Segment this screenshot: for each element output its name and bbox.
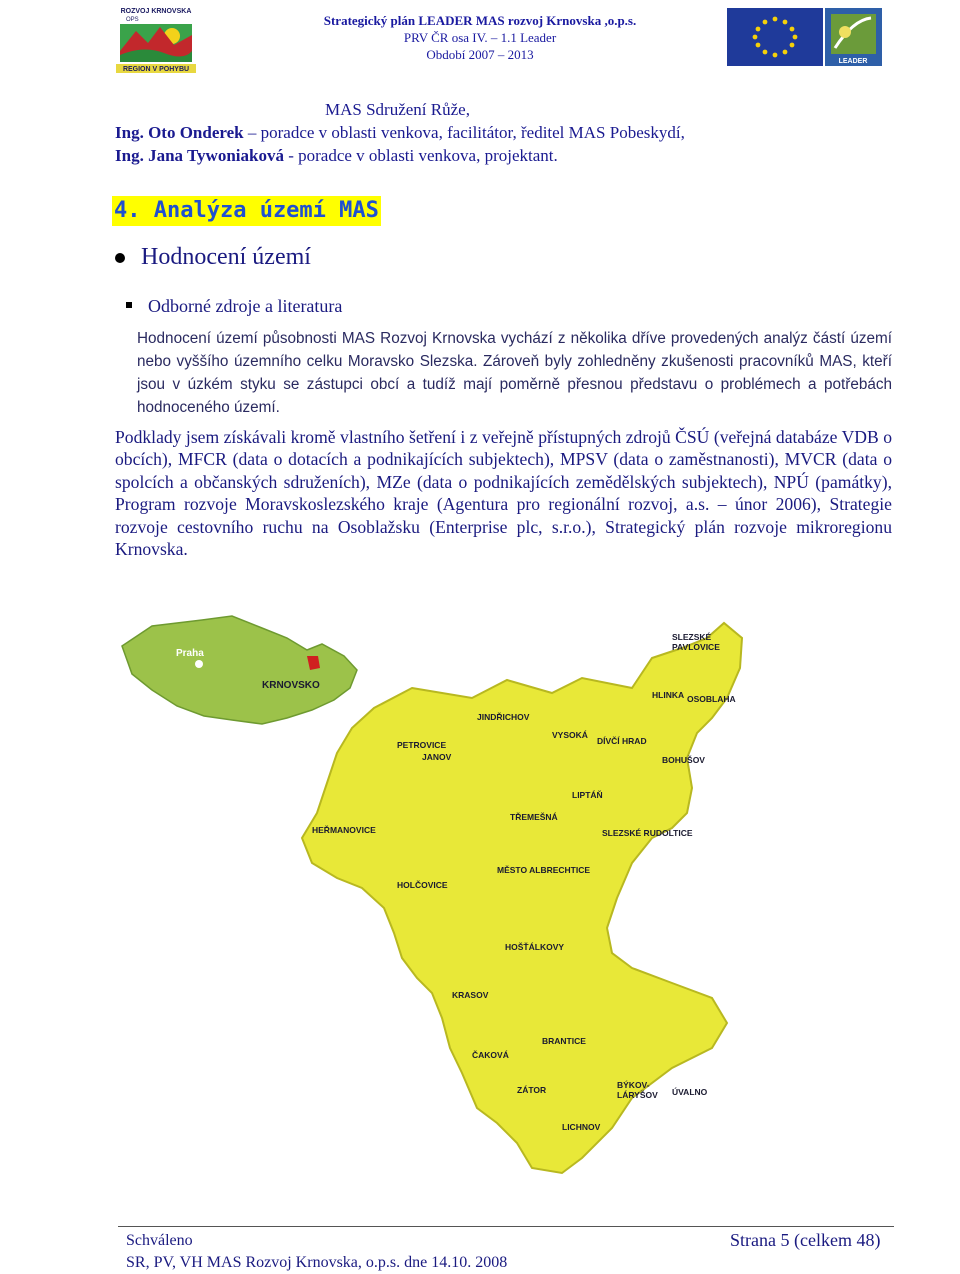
map-label-4: PETROVICE (397, 740, 447, 750)
logo-top-text: ROZVOJ KRNOVSKA (120, 8, 192, 15)
sub-heading (126, 296, 342, 317)
section-heading: 4. Analýza území MAS (112, 196, 381, 226)
map-label-3: OSOBLAHA (687, 694, 736, 704)
map-label-13: HEŘMANOVICE (312, 825, 376, 835)
leader-text: LEADER (838, 58, 868, 65)
map-label-11: TŘEMEŠNÁ (510, 812, 558, 822)
footer-approval (126, 1230, 507, 1274)
map-label-23: LICHNOV (562, 1122, 601, 1132)
map-label-22: ÚVALNO (672, 1087, 708, 1097)
inset-label-krnovsko: KRNOVSKO (262, 680, 320, 691)
map-label-19: ČAKOVÁ (472, 1050, 509, 1060)
map-label-12: SLEZSKÉ RUDOLTICE (602, 828, 693, 838)
map-label-5: JINDŘICHOV (477, 712, 530, 722)
map-label-8: JANOV (422, 752, 452, 762)
map-label-17: KRASOV (452, 990, 489, 1000)
person-name-tywoniakova: Ing. Jana Tywoniaková (115, 146, 284, 165)
people-line2 (115, 121, 685, 144)
praha-dot-icon (195, 660, 203, 668)
header-line2: PRV ČR osa IV. – 1.1 Leader (403, 30, 557, 45)
map-label-6: VYSOKÁ (552, 730, 588, 740)
people-block (115, 98, 685, 167)
map-label-18: BRANTICE (542, 1036, 586, 1046)
paragraph-sources: Podklady jsem získávali kromě vlastního šetření i z veřejně přístupných zdrojů ČSÚ (veřejná databáze VDB o obcích), MFCR (data o dotacích a podnikajících subjektech), MPSV (data o zaměstnanosti), MVCR (data o spolcích a občanských sdruženích), MZe (data o podnikajících zemědělských subjektech), NPÚ (památky), Program rozvoje Moravskoslezského kraje (Agentura pro regionální rozvoj, a.s. – únor 2006), Strategie rozvoje cestovního ruchu na Osoblažsku (Enterprise plc, s.r.o.), Strategický plán rozvoje mikroregionu Krnovska. (115, 427, 892, 560)
map-label-20: ZÁTOR (517, 1085, 547, 1095)
inset-label-praha: Praha (176, 648, 204, 659)
map-label-16: HOŠŤÁLKOVY (505, 942, 565, 952)
logo-sub-text: OPS (126, 17, 139, 23)
map-label-2: HLINKA (652, 690, 685, 700)
map-label-21: BÝKOV-LÁRYŠOV (617, 1080, 658, 1100)
person-role-tywoniakova: - poradce v oblasti venkova, projektant. (283, 146, 558, 165)
map-label-14: MĚSTO ALBRECHTICE (497, 865, 591, 875)
map-label-7: DÍVČÍ HRAD (597, 736, 647, 746)
czech-inset-shape (122, 616, 357, 724)
map-label-9: BOHUŠOV (662, 755, 705, 765)
map-label-10: LIPTÁŇ (572, 790, 603, 800)
square-bullet-icon (126, 302, 132, 308)
people-line1: MAS Sdružení Růže, (325, 100, 470, 119)
header-title: Strategický plán LEADER MAS rozvoj Krnovska ,o.p.s. (323, 13, 637, 28)
footer-divider (118, 1226, 894, 1227)
bullet-heading-text: Hodnocení území (141, 244, 311, 270)
person-name-onderek: Ing. Oto Onderek (115, 123, 244, 142)
header-line3: Období 2007 – 2013 (426, 47, 534, 62)
map-label-1: SLEZSKÉ PAVLOVICE (672, 632, 720, 652)
territory-map (112, 598, 874, 1200)
bullet-dot-icon (115, 253, 125, 263)
footer-left-line2: SR, PV, VH MAS Rozvoj Krnovska, o.p.s. dne 14.10. 2008 (126, 1254, 508, 1271)
bullet-heading (115, 244, 311, 271)
map-label-15: HOLČOVICE (397, 880, 448, 890)
paragraph-evaluation: Hodnocení území působnosti MAS Rozvoj Krnovska vychází z několika dříve provedených analýz částí území nebo vyššího územního celku Moravsko Slezska. Zároveň byly zohledněny zkušenosti pracovníků MAS, kteří jsou v úzkém styku se zástupci obcí a tudíž mají poměrně přesnou představu o problémech a potřebách hodnoceného území. (137, 330, 892, 416)
leader-logo (825, 8, 882, 66)
sub-heading-text: Odborné zdroje a literatura (148, 296, 343, 316)
footer-left-line1: Schváleno (126, 1232, 193, 1249)
page-number: Strana 5 (celkem 48) (730, 1230, 881, 1250)
person-role-onderek: – poradce v oblasti venkova, facilitátor, ředitel MAS Pobeskydí, (243, 123, 685, 142)
logo-bottom-text: REGION V POHYBU (122, 66, 190, 73)
people-line3 (115, 144, 685, 167)
eu-flag-logo (727, 8, 823, 66)
